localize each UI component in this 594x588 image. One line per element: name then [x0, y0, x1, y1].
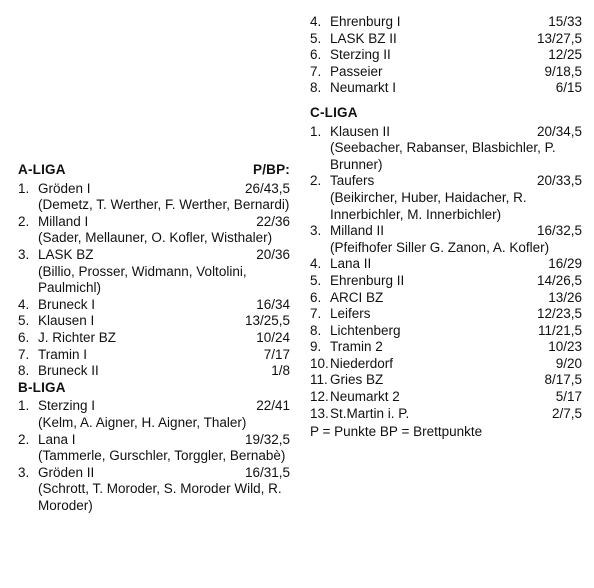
standing-entry [18, 398, 290, 431]
standing-row [310, 406, 582, 423]
team-name: Milland I [38, 213, 89, 229]
team-score: 2/7,5 [551, 405, 582, 421]
rank-number: 7. [18, 346, 30, 362]
rank-number: 13. [310, 405, 329, 421]
standing-row [310, 124, 582, 141]
rank-number: 2. [18, 213, 30, 229]
standing-row [310, 14, 582, 31]
team-score: 12/23,5 [536, 306, 582, 322]
rank-number: 10. [310, 355, 329, 371]
team-name: Lana II [330, 256, 372, 272]
rank-number: 9. [310, 339, 322, 355]
standing-row [18, 398, 290, 415]
rank-number: 6. [310, 47, 322, 63]
team-score: 6/15 [555, 80, 582, 96]
standing-entry [310, 14, 582, 31]
standing-entry [310, 356, 582, 373]
c-liga-standings [310, 124, 582, 423]
team-members: (Kelm, A. Aigner, H. Aigner, Thaler) [38, 414, 247, 430]
team-name: St.Martin i. P. [330, 405, 410, 421]
points-column-header: P/BP: [252, 162, 290, 177]
standing-row [18, 247, 290, 264]
team-score: 10/23 [548, 339, 582, 355]
standing-row [310, 64, 582, 81]
team-name: Bruneck I [38, 296, 96, 312]
standing-row [310, 256, 582, 273]
standing-entry [310, 290, 582, 307]
standing-entry [310, 124, 582, 174]
team-score: 13/27,5 [536, 30, 582, 46]
standing-entry [18, 313, 290, 330]
standing-row [310, 80, 582, 97]
standing-entry [310, 406, 582, 423]
standing-row [310, 47, 582, 64]
rank-number: 3. [18, 464, 30, 480]
b-liga-heading [18, 380, 290, 397]
team-name: Tramin 2 [330, 339, 383, 355]
rank-number: 5. [18, 313, 30, 329]
team-score: 9/18,5 [544, 63, 582, 79]
team-name: Neumarkt I [330, 80, 397, 96]
b-liga-standings-part1 [18, 398, 290, 514]
rank-number: 7. [310, 306, 322, 322]
standing-row [310, 356, 582, 373]
standing-entry [310, 173, 582, 223]
standing-entry [310, 80, 582, 97]
a-liga-title: A-LIGA [18, 162, 66, 177]
rank-number: 3. [18, 246, 30, 262]
standing-row [18, 181, 290, 198]
standing-row [310, 173, 582, 190]
a-liga-standings [18, 181, 290, 380]
team-name: LASK BZ II [330, 30, 397, 46]
team-name: Tramin I [38, 346, 88, 362]
standing-row [310, 323, 582, 340]
rank-number: 4. [18, 296, 30, 312]
standing-entry [18, 330, 290, 347]
rank-number: 8. [310, 80, 322, 96]
team-members: (Seebacher, Rabanser, Blasbichler, P. Brunner) [330, 140, 556, 172]
team-members: (Beikircher, Huber, Haidacher, R. Innerbichler, M. Innerbichler) [330, 189, 527, 222]
team-name: Passeier [330, 63, 383, 79]
team-name: Klausen I [38, 313, 95, 329]
c-liga-heading [310, 105, 582, 122]
standing-entry [310, 389, 582, 406]
team-members: (Demetz, T. Werther, F. Werther, Bernardi) [38, 197, 290, 213]
team-members: (Tammerle, Gurschler, Torggler, Bernabè) [38, 448, 286, 464]
b-liga-standings-part2 [310, 14, 582, 97]
team-name: ARCI BZ [330, 289, 384, 305]
legend: P = Punkte BP = Brettpunkte [310, 424, 483, 440]
rank-number: 11. [310, 372, 328, 388]
team-score: 16/32,5 [536, 223, 582, 239]
rank-number: 3. [310, 223, 322, 239]
standing-entry [18, 247, 290, 297]
standing-entry [18, 465, 290, 515]
standing-row [310, 389, 582, 406]
b-liga-title: B-LIGA [18, 379, 66, 395]
team-members: (Sader, Mellauner, O. Kofler, Wisthaler) [38, 230, 273, 246]
team-name: Gröden I [38, 180, 91, 196]
team-score: 13/26 [548, 289, 582, 305]
standing-entry [18, 432, 290, 465]
rank-number: 12. [310, 389, 329, 405]
team-name: Gröden II [38, 464, 95, 480]
team-name: LASK BZ [38, 246, 94, 262]
team-score: 13/25,5 [244, 313, 290, 329]
team-score: 5/17 [555, 389, 582, 405]
team-name: Neumarkt 2 [330, 389, 400, 405]
team-score: 16/34 [256, 296, 290, 312]
team-score: 9/20 [555, 355, 582, 371]
team-name: Leifers [330, 306, 371, 322]
standing-entry [310, 339, 582, 356]
team-name: Lana I [38, 431, 76, 447]
standing-entry [310, 306, 582, 323]
team-score: 15/33 [548, 14, 582, 29]
right-column [310, 14, 582, 441]
team-score: 11/21,5 [537, 322, 582, 338]
rank-number: 8. [310, 322, 322, 338]
team-name: Niederdorf [330, 355, 394, 371]
standing-row [310, 273, 582, 290]
team-score: 20/34,5 [536, 123, 582, 139]
team-name: Milland II [330, 223, 385, 239]
standing-row [310, 290, 582, 307]
team-name: Sterzing II [330, 47, 391, 63]
standing-row [310, 223, 582, 240]
team-score: 7/17 [263, 346, 290, 362]
team-members: (Billio, Prosser, Widmann, Voltolini, Paulmichl) [38, 263, 247, 296]
team-name: Ehrenburg I [330, 14, 401, 29]
standing-row [310, 339, 582, 356]
rank-number: 5. [310, 272, 322, 288]
standing-row [18, 297, 290, 314]
standing-entry [310, 256, 582, 273]
team-score: 16/29 [548, 256, 582, 272]
team-score: 19/32,5 [244, 431, 290, 447]
standing-entry [18, 363, 290, 380]
team-score: 10/24 [256, 329, 290, 345]
standing-entry [18, 214, 290, 247]
team-members: (Pfeifhofer Siller G. Zanon, A. Kofler) [330, 239, 550, 255]
standing-entry [310, 64, 582, 81]
team-score: 26/43,5 [244, 180, 290, 196]
standing-entry [18, 297, 290, 314]
team-name: Lichtenberg [330, 322, 401, 338]
rank-number: 7. [310, 63, 322, 79]
standing-row [18, 363, 290, 380]
standing-row [18, 313, 290, 330]
team-name: Ehrenburg II [330, 272, 405, 288]
rank-number: 4. [310, 256, 322, 272]
rank-number: 4. [310, 14, 322, 29]
standing-entry [310, 31, 582, 48]
team-score: 22/36 [256, 213, 290, 229]
standing-row [310, 31, 582, 48]
rank-number: 6. [18, 329, 30, 345]
left-column [18, 162, 290, 514]
standing-entry [310, 223, 582, 256]
rank-number: 5. [310, 30, 322, 46]
rank-number: 2. [310, 173, 322, 189]
rank-number: 1. [310, 123, 322, 139]
c-liga-title: C-LIGA [310, 104, 358, 120]
team-members: (Schrott, T. Moroder, S. Moroder Wild, R. Moroder) [38, 481, 282, 513]
team-name: Gries BZ [330, 372, 384, 388]
standing-row [310, 372, 582, 389]
rank-number: 2. [18, 431, 30, 447]
rank-number: 1. [18, 180, 30, 196]
standing-entry [18, 181, 290, 214]
team-name: Taufers [330, 173, 375, 189]
team-name: Sterzing I [38, 398, 96, 414]
standing-row [310, 306, 582, 323]
rank-number: 8. [18, 363, 30, 379]
a-liga-heading [18, 162, 290, 179]
standing-entry [18, 347, 290, 364]
team-name: Bruneck II [38, 363, 99, 379]
rank-number: 1. [18, 398, 30, 414]
team-score: 22/41 [256, 398, 290, 414]
team-score: 1/8 [271, 363, 290, 379]
standing-entry [310, 372, 582, 389]
rank-number: 6. [310, 289, 322, 305]
team-score: 16/31,5 [244, 464, 290, 480]
standing-row [18, 214, 290, 231]
team-name: Klausen II [330, 123, 391, 139]
section-gap [310, 97, 582, 105]
team-name: J. Richter BZ [38, 329, 117, 345]
team-score: 20/36 [256, 246, 290, 262]
team-score: 14/26,5 [536, 272, 582, 288]
standing-row [18, 465, 290, 482]
team-score: 12/25 [548, 47, 582, 63]
standing-row [18, 347, 290, 364]
standing-row [18, 432, 290, 449]
team-score: 8/17,5 [544, 372, 582, 388]
standing-entry [310, 47, 582, 64]
standing-entry [310, 323, 582, 340]
team-score: 20/33,5 [536, 173, 582, 189]
standing-row [18, 330, 290, 347]
standing-entry [310, 273, 582, 290]
